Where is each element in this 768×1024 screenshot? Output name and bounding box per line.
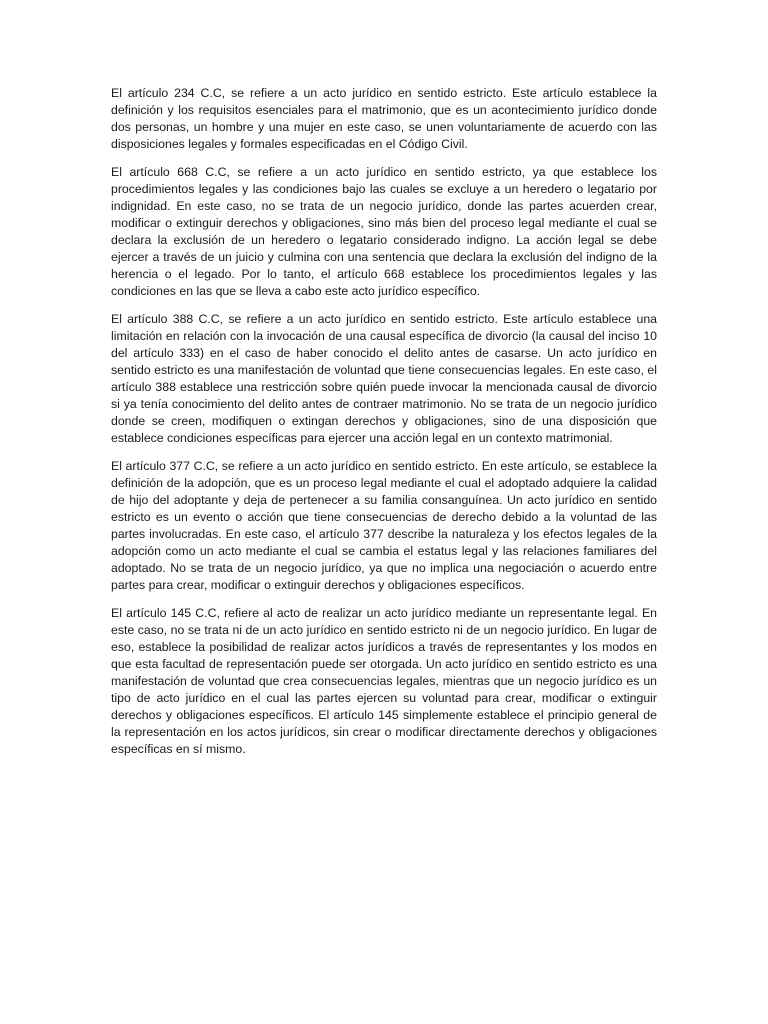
paragraph-articulo-377: El artículo 377 C.C, se refiere a un acto jurídico en sentido estricto. En este artículo, se establece la definición de la adopción, que es un proceso legal mediante el cual el adoptado adquiere la calidad de hijo del adoptante y deja de pertenecer a su familia consanguínea. Un acto jurídico en sentido estricto es un evento o acción que tiene consecuencias de derecho debido a la voluntad de las partes involucradas. En este caso, el artículo 377 describe la naturaleza y los efectos legales de la adopción como un acto mediante el cual se cambia el estatus legal y las relaciones familiares del adoptado. No se trata de un negocio jurídico, ya que no implica una negociación o acuerdo entre partes para crear, modificar o extinguir derechos y obligaciones específicos. xyxy=(111,459,657,592)
paragraph-articulo-668: El artículo 668 C.C, se refiere a un acto jurídico en sentido estricto, ya que establece los procedimientos legales y las condiciones bajo las cuales se excluye a un heredero o legatario por indignidad. En este caso, no se trata de un negocio jurídico, donde las partes acuerden crear, modificar o extinguir derechos y obligaciones, sino más bien del proceso legal mediante el cual se declara la exclusión de un heredero o legatario considerado indigno. La acción legal se debe ejercer a través de un juicio y culmina con una sentencia que declara la exclusión del indigno de la herencia o el legado. Por lo tanto, el artículo 668 establece los procedimientos legales y las condiciones en las que se lleva a cabo este acto jurídico específico. xyxy=(111,165,657,298)
document-page xyxy=(111,85,657,769)
paragraph-articulo-145: El artículo 145 C.C, refiere al acto de realizar un acto jurídico mediante un representante legal. En este caso, no se trata ni de un acto jurídico en sentido estricto ni de un negocio jurídico. En lugar de eso, establece la posibilidad de realizar actos jurídicos a través de representantes y los modos en que esta facultad de representación puede ser otorgada. Un acto jurídico en sentido estricto es una manifestación de voluntad que crea consecuencias legales, mientras que un negocio jurídico es un tipo de acto jurídico en el cual las partes ejercen su voluntad para crear, modificar o extinguir derechos y obligaciones específicos. El artículo 145 simplemente establece el principio general de la representación en los actos jurídicos, sin crear o modificar directamente derechos y obligaciones específicas en sí mismo. xyxy=(111,606,657,756)
paragraph-articulo-234: El artículo 234 C.C, se refiere a un acto jurídico en sentido estricto. Este artículo establece la definición y los requisitos esenciales para el matrimonio, que es un acontecimiento jurídico donde dos personas, un hombre y una mujer en este caso, se unen voluntariamente de acuerdo con las disposiciones legales y formales especificadas en el Código Civil. xyxy=(111,86,657,151)
paragraph-articulo-388: El artículo 388 C.C, se refiere a un acto jurídico en sentido estricto. Este artículo establece una limitación en relación con la invocación de una causal específica de divorcio (la causal del inciso 10 del artículo 333) en el caso de haber conocido el delito antes de casarse. Un acto jurídico en sentido estricto es una manifestación de voluntad que tiene consecuencias legales. En este caso, el artículo 388 establece una restricción sobre quién puede invocar la mencionada causal de divorcio si ya tenía conocimiento del delito antes de contraer matrimonio. No se trata de un negocio jurídico donde se creen, modifiquen o extingan derechos y obligaciones, sino de una disposición que establece condiciones específicas para ejercer una acción legal en un contexto matrimonial. xyxy=(111,312,657,445)
